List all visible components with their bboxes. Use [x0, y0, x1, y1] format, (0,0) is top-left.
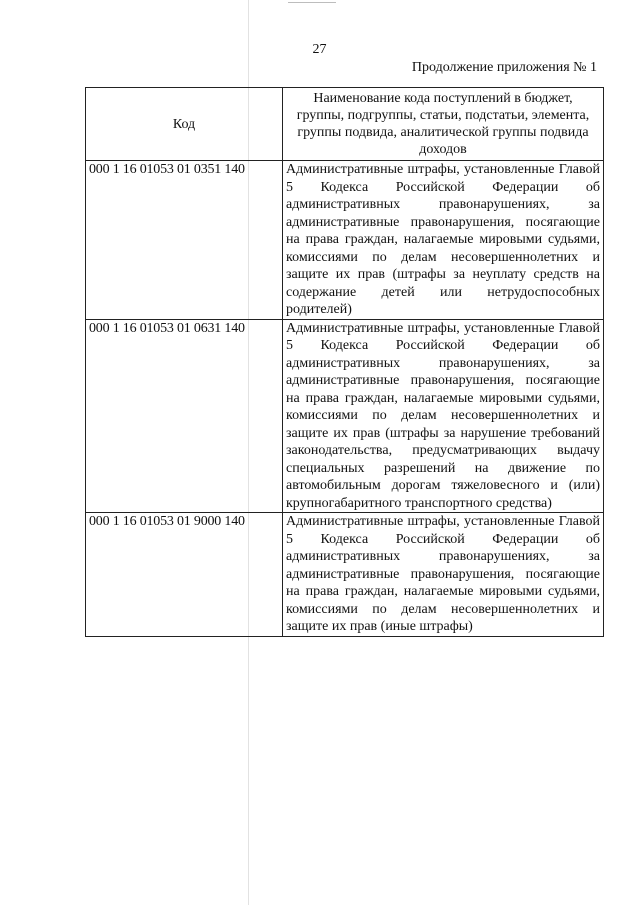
header-code: Код [86, 88, 283, 161]
table-row [86, 161, 604, 320]
table-header-row [86, 88, 604, 161]
scan-artifact-line [288, 2, 336, 3]
appendix-continuation-label: Продолжение приложения № 1 [411, 60, 597, 75]
table-row [86, 319, 604, 513]
row-description: Административные штрафы, установленные Главой 5 Кодекса Российской Федерации об административных правонарушениях, за административные правонарушения, посягающие на права граждан, налагаемые мировыми судьями, комиссиями по делам несовершеннолетних и защите их прав (иные штрафы) [283, 513, 604, 637]
row-code: 000 1 16 01053 01 0351 140 [86, 161, 283, 320]
revenue-codes-table [85, 87, 604, 637]
row-description: Административные штрафы, установленные Главой 5 Кодекса Российской Федерации об административных правонарушениях, за административные правонарушения, посягающие на права граждан, налагаемые мировыми судьями, комиссиями по делам несовершеннолетних и защите их прав (штрафы за нарушение требований законодательства, предусматривающих выдачу специальных разрешений на движение по автомобильным дорогам тяжеловесного и (или) крупногабаритного транспортного средства) [283, 319, 604, 513]
row-code: 000 1 16 01053 01 9000 140 [86, 513, 283, 637]
row-description: Административные штрафы, установленные Главой 5 Кодекса Российской Федерации об административных правонарушениях, за административные правонарушения, посягающие на права граждан, налагаемые мировыми судьями, комиссиями по делам несовершеннолетних и защите их прав (штрафы за неуплату средств на содержание детей или нетрудоспособных родителей) [283, 161, 604, 320]
table-row [86, 513, 604, 637]
header-name: Наименование кода поступлений в бюджет, группы, подгруппы, статьи, подстатьи, элемента, группы подвида, аналитической группы подвида доходов [283, 88, 604, 161]
page-number: 27 [312, 42, 327, 57]
row-code: 000 1 16 01053 01 0631 140 [86, 319, 283, 513]
